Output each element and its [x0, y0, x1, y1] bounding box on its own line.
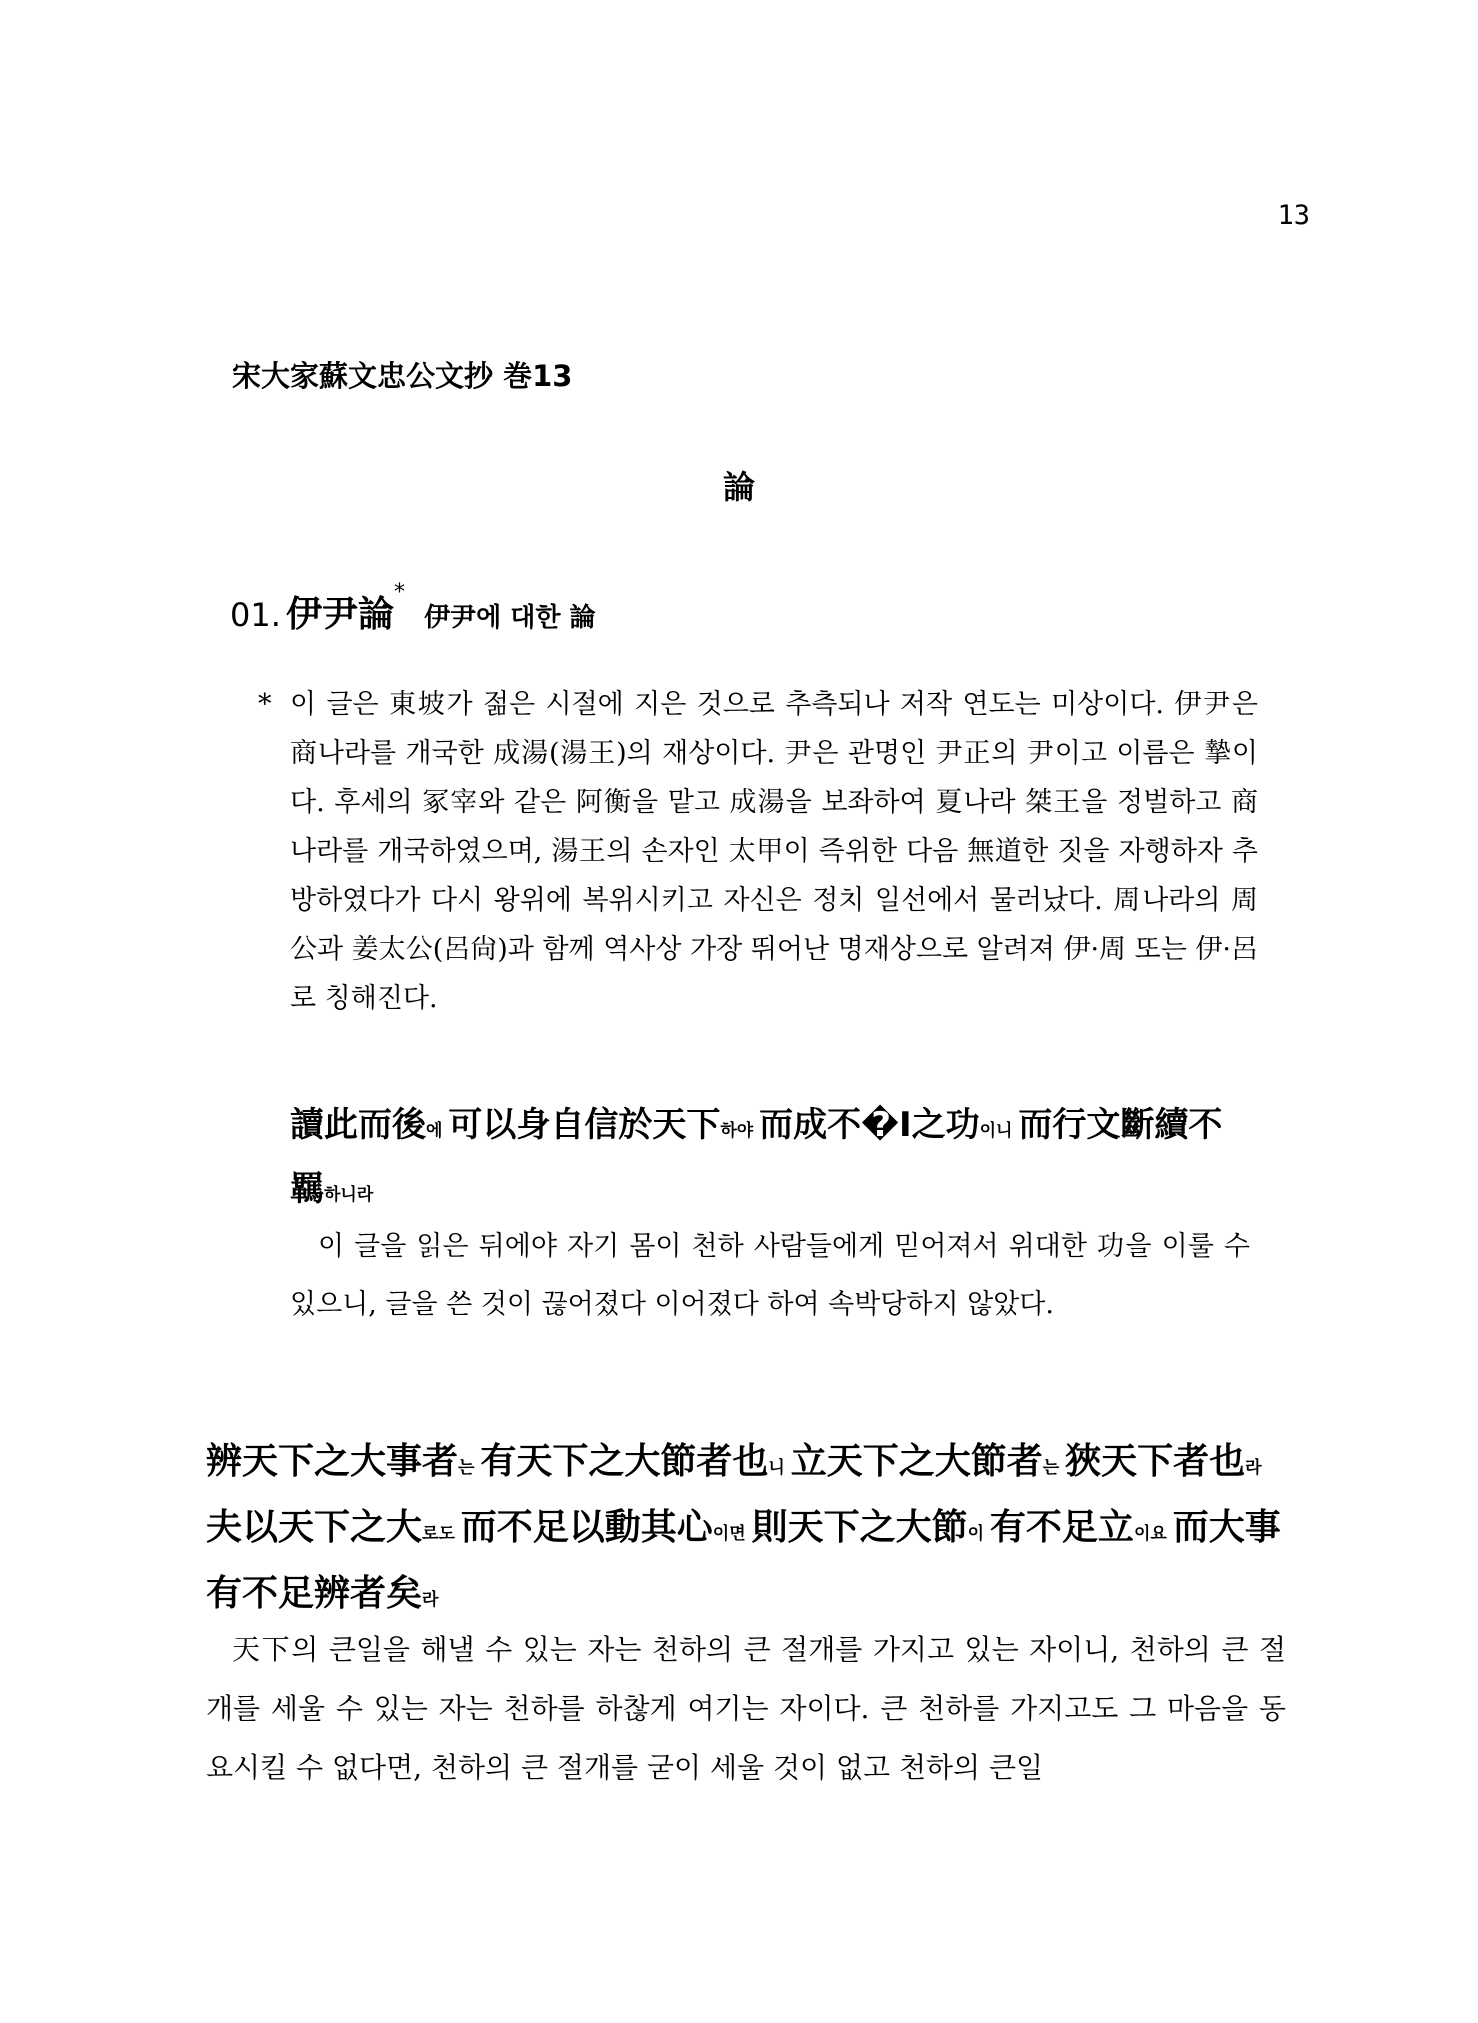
book-title: 宋大家蘇文忠公文抄 巻13 — [232, 359, 573, 393]
note-text: 이 글은 東坡가 젊은 시절에 지은 것으로 추측되나 저작 연도는 미상이다. 伊尹은 商나라를 개국한 成湯(湯王)의 재상이다. 尹은 관명인 尹正의 尹이고 이름은 摯이다. 후세의 冢宰와 같은 阿衡을 맡고 成湯을 보좌하여 夏나라 桀王을 정벌하고 商나라를 개국하였으며, 湯王의 손자인 太甲이 즉위한 다음 無道한 짓을 자행하자 추방하였다가 다시 왕위에 복위시키고 자신은 정치 일선에서 물러났다. 周나라의 周公과 姜太公(呂尙)과 함께 역사상 가장 뛰어난 명재상으로 알려져 伊·周 또는 伊·呂로 칭해진다. — [290, 689, 1258, 1014]
particle: 이요 — [1133, 1524, 1173, 1544]
particle: 이면 — [712, 1524, 752, 1544]
article-title: 伊尹論 — [285, 594, 394, 635]
classical-phrase: 狹天下者也 — [1065, 1441, 1246, 1482]
note-bullet: * — [258, 689, 272, 720]
passage2-original — [206, 1432, 1286, 1630]
classical-phrase: 辨天下之大事者 — [206, 1441, 459, 1482]
particle: 니 — [768, 1458, 791, 1478]
passage1-original — [290, 1096, 1250, 1224]
classical-phrase: 有天下之大節者也 — [480, 1441, 769, 1482]
classical-phrase: 而大事有不足辨者矣 — [206, 1507, 1281, 1614]
article-number: 01. — [230, 596, 281, 634]
classical-phrase: 則天下之大節 — [751, 1507, 968, 1548]
particle: 는 — [458, 1458, 481, 1478]
classical-phrase: 而行文斷續不羈 — [290, 1105, 1223, 1209]
particle: 하야 — [720, 1121, 760, 1141]
article-subtitle: 伊尹에 대한 論 — [424, 603, 596, 633]
passage1-translation: 이 글을 읽은 뒤에야 자기 몸이 천하 사람들에게 믿어져서 위대한 功을 이룰 수 있으니, 글을 쓴 것이 끊어졌다 이어졌다 하여 속박당하지 않았다. — [290, 1231, 1250, 1320]
footnote-marker: * — [394, 580, 405, 605]
classical-phrase: 立天下之大節者 — [790, 1441, 1043, 1482]
particle: 로도 — [422, 1524, 461, 1544]
particle: 는 — [1042, 1458, 1066, 1478]
particle: 이 — [967, 1524, 990, 1544]
section-heading: 論 — [722, 468, 755, 506]
classical-phrase: 夫以天下之大 — [206, 1507, 423, 1548]
classical-phrase: 有不足立 — [989, 1507, 1134, 1548]
classical-phrase: 而成不�I之功 — [759, 1105, 980, 1145]
particle: 하니라 — [324, 1185, 374, 1205]
particle: 에 — [426, 1121, 449, 1141]
particle: 라 — [1245, 1458, 1262, 1478]
page-number: 13 — [1277, 200, 1310, 231]
passage2-translation: 天下의 큰일을 해낼 수 있는 자는 천하의 큰 절개를 가지고 있는 자이니, 천하의 큰 절개를 세울 수 있는 자는 천하를 하찮게 여기는 자이다. 큰 천하를 가지고도 그 마음을 동요시킬 수 없다면, 천하의 큰 절개를 굳이 세울 것이 없고 천하의 큰일 — [206, 1633, 1286, 1784]
classical-phrase: 而不足以動其心 — [460, 1507, 713, 1548]
classical-phrase: 可以身自信於天下 — [448, 1105, 721, 1145]
particle: 이니 — [979, 1121, 1019, 1141]
article-heading — [230, 580, 596, 637]
classical-phrase: 讀此而後 — [290, 1105, 426, 1145]
particle: 라 — [422, 1590, 439, 1610]
